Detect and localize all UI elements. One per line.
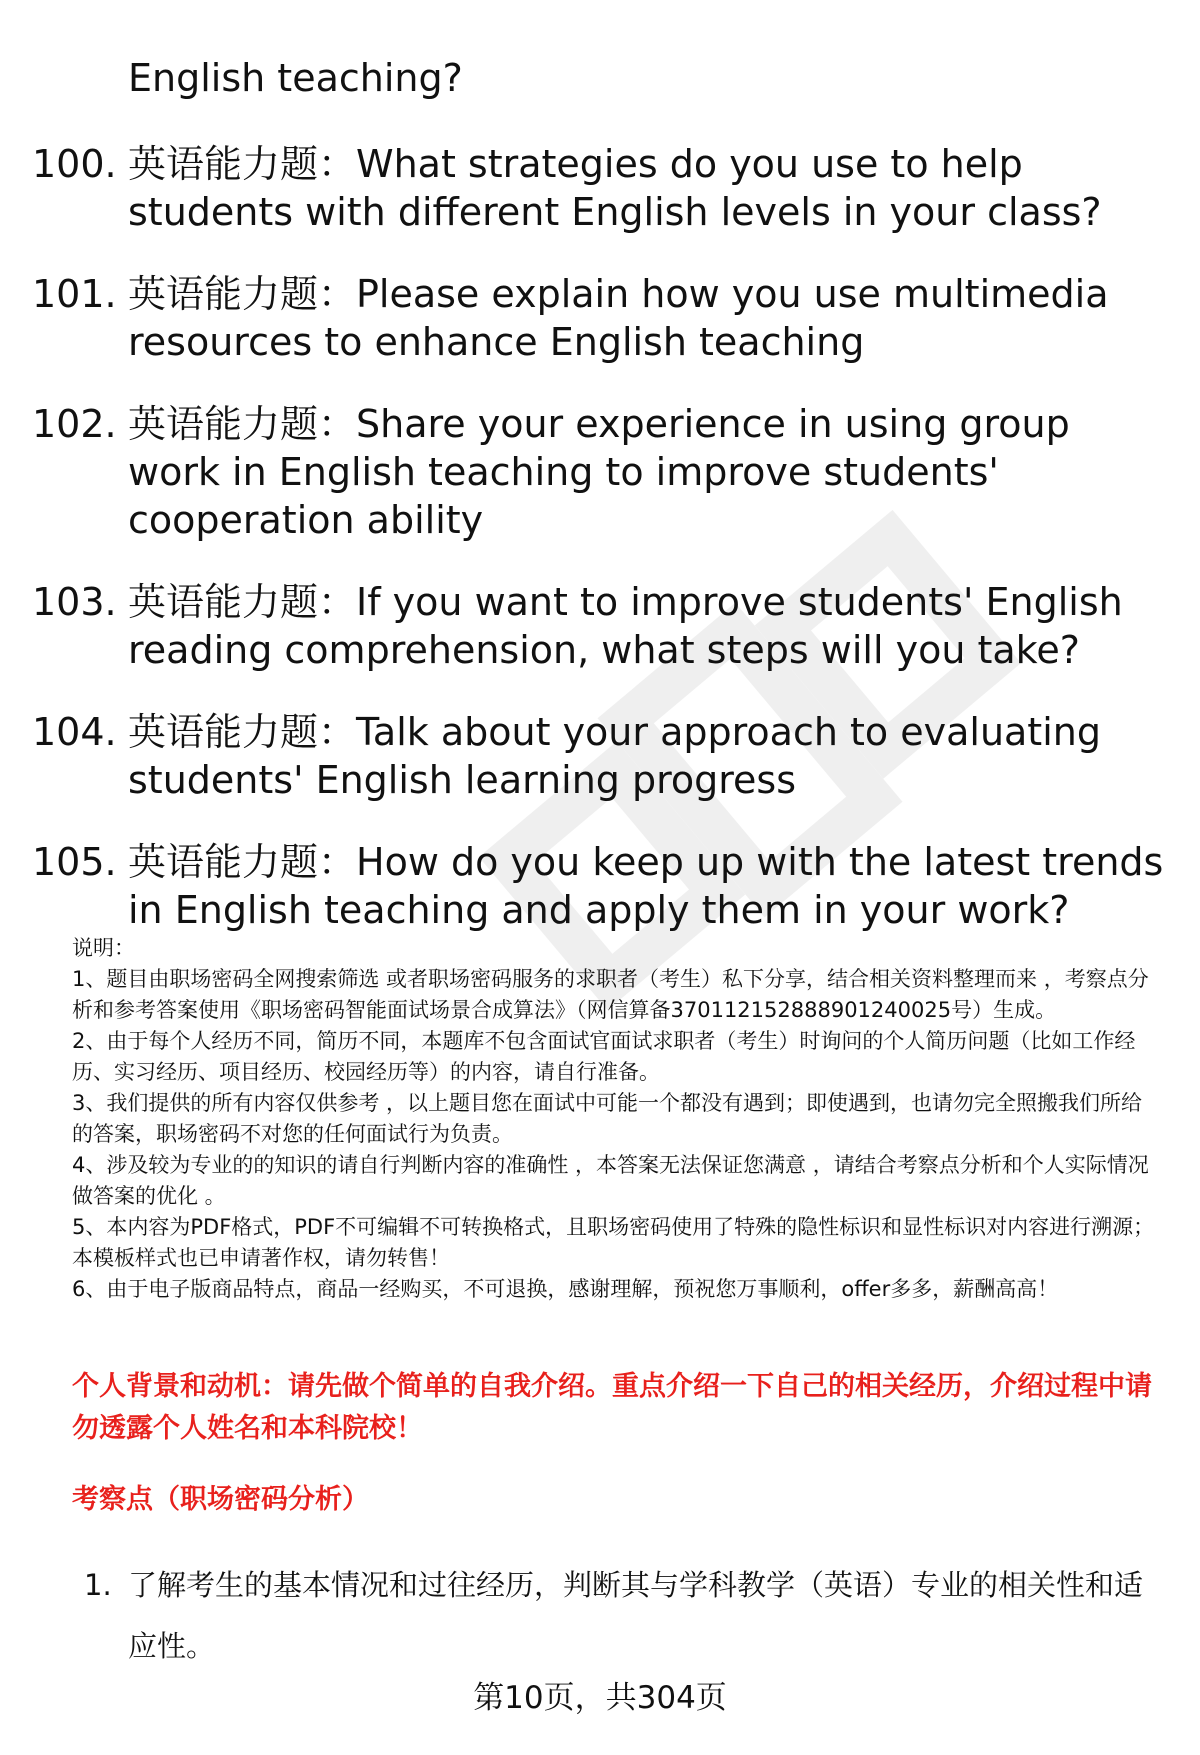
note-item: 6、由于电子版商品特点，商品一经购买，不可退换，感谢理解，预祝您万事顺利，offer多多，薪酬高高！ [72, 1277, 1059, 1301]
question-item [32, 270, 1172, 366]
note-item: 2、由于每个人经历不同，简历不同，本题库不包含面试官面试求职者（考生）时询问的个人简历问题（比如工作经历、实习经历、项目经历、校园经历等）的内容，请自行准备。 [72, 1029, 1136, 1084]
note-item: 1、题目由职场密码全网搜索筛选 或者职场密码服务的求职者（考生）私下分享，结合相关资料整理而来 ，考察点分析和参考答案使用《职场密码智能面试场景合成算法》（网信算备370112152888901240025号）生成。 [72, 967, 1149, 1022]
question-number: 102. [32, 402, 117, 446]
question-item [32, 578, 1172, 674]
note-item: 5、本内容为PDF格式，PDF不可编辑不可转换格式，且职场密码使用了特殊的隐性标识和显性标识对内容进行溯源；本模板样式也已申请著作权，请勿转售！ [72, 1215, 1155, 1270]
analysis-point-list [84, 1555, 1164, 1677]
note-item: 3、我们提供的所有内容仅供参考 ，以上题目您在面试中可能一个都没有遇到；即使遇到，也请勿完全照搬我们所给的答案，职场密码不对您的任何面试行为负责。 [72, 1091, 1143, 1146]
notes-title: 说明： [72, 936, 135, 960]
question-text: 英语能力题：Talk about your approach to evaluating students' English learning progress [128, 710, 1101, 802]
question-number: 101. [32, 272, 117, 316]
question-list [32, 140, 1172, 968]
page-footer: 第10页，共304页 [473, 1680, 727, 1716]
question-number: 105. [32, 840, 117, 884]
question-heading: 个人背景和动机：请先做个简单的自我介绍。重点介绍一下自己的相关经历，介绍过程中请勿透露个人姓名和本科院校！ [72, 1371, 1152, 1444]
question-number: 100. [32, 142, 117, 186]
analysis-point-text: 了解考生的基本情况和过往经历，判断其与学科教学（英语）专业的相关性和适应性。 [128, 1568, 1144, 1663]
question-text: 英语能力题：Please explain how you use multimedia resources to enhance English teaching [128, 272, 1109, 364]
question-number: 104. [32, 710, 117, 754]
question-text: 英语能力题：If you want to improve students' English reading comprehension, what steps will you take? [128, 580, 1123, 672]
question-text: 英语能力题：What strategies do you use to help students with different English levels in your class? [128, 142, 1102, 234]
question-text: 英语能力题：How do you keep up with the latest trends in English teaching and apply them in your work? [128, 840, 1164, 932]
question-item [32, 838, 1172, 934]
question-item [32, 140, 1172, 236]
question-item [32, 400, 1172, 544]
note-item: 4、涉及较为专业的的知识的请自行判断内容的准确性 ，本答案无法保证您满意 ，请结合考察点分析和个人实际情况做答案的优化 。 [72, 1153, 1149, 1208]
analysis-point-number: 1. [84, 1568, 112, 1602]
analysis-heading: 考察点（职场密码分析） [72, 1484, 369, 1515]
question-item [32, 708, 1172, 804]
question-continued-text: English teaching? [128, 56, 463, 100]
question-text: 英语能力题：Share your experience in using group work in English teaching to improve students' cooperation ability [128, 402, 1070, 542]
analysis-point [84, 1555, 1164, 1677]
notes-section [72, 933, 1162, 1305]
question-number: 103. [32, 580, 117, 624]
